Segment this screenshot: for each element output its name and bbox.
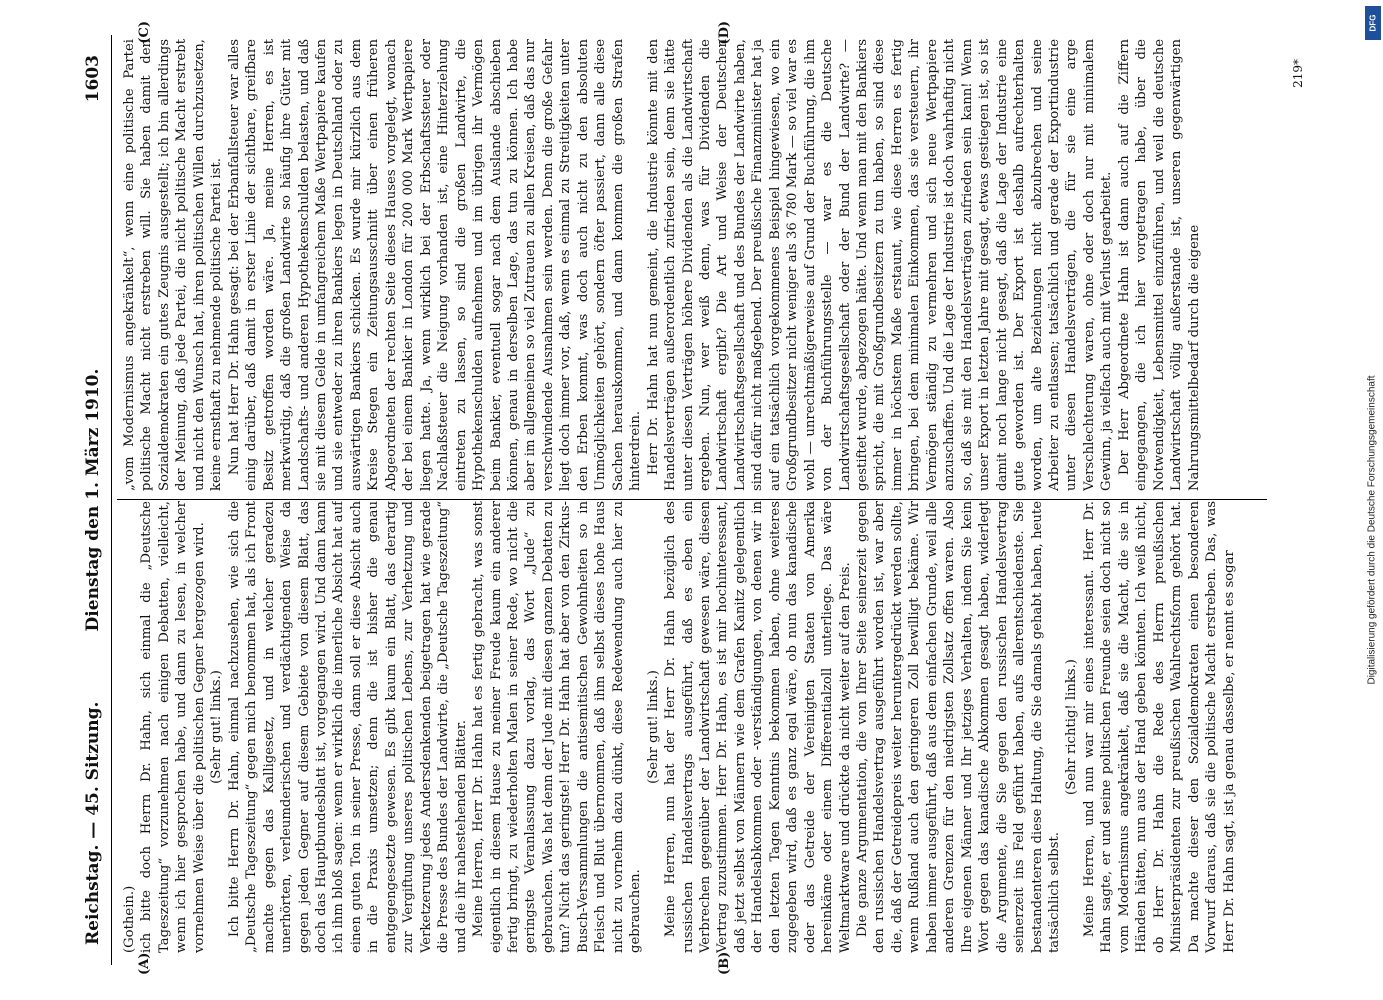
reaction: (Sehr gut! links.) [208,670,224,784]
paragraph: Nun hat Herr Dr. Hahn gesagt: bei der Erbanfallsteuer war alles einig darüber, daß damit in erster Linie der sichtbare, greifbare Besitz getroffen worden wäre. Ja, meine Herren, es ist merkwürdig, daß die großen Landwirte so häufig ihre Güter mit Landschafts- und anderen Hypothekenschulden belasten, und daß sie mit diesem Gelde in umfangreichem Maße Wertpapiere kaufen und sie entweder zu ihren Bankiers legen in Deutschland oder zu auswärtigen Bankiers schicken. Es wurde mir kürzlich aus dem Kreise Stegen ein Zeitungsausschnitt über einen früheren Abgeordneten der rechten Seite dieses Hauses vorgelegt, wonach der bei einem Bankier in London für 200 000 Mark Wertpapiere liegen hatte. Ja, wenn wirklich bei der Erbschaftssteuer oder Nachlaßsteuer die Neigung vorhanden ist, eine Hinterziehung eintreten zu lassen, so sind die großen Landwirte, die Hypothekenschulden aufnehmen und im übrigen ihr Vermögen beim Bankier, eventuell sogar nach dem Auslande abschieben können, genau in derselben Lage, das tun zu können. Ich habe aber im allgemeinen so viel Zutrauen zu allen Kreisen, daß das nur verschwindende Ausnahmen sein werden. Denn die große Gefahr liegt doch immer vor, daß, wenn es einmal zu Streitigkeiten unter den Erben kommt, was doch auch nicht zu den absoluten Unmöglichkeiten gehört, sondern öfter passiert, dann alle diese Sachen herauskommen, und dann kommen die großen Strafen hinterdrein. [226,39,643,491]
marker-c: (C) [136,21,152,44]
marker-b: (B) [716,951,732,975]
credit-text: Digitalisierung gefördert durch die Deutsche Forschungsgemeinschaft [1366,375,1378,685]
paragraph: Meine Herren, nun hat der Herr Dr. Hahn bezüglich des russischen Handelsvertrags ausgeführt, daß es eben ein Verbrechen gegenüber der Landwirtschaft gewesen wäre, diesen Vertrag zuzustimmen. Herr Dr. Hahn, es ist mir hochinteressant, daß jetzt selbst von Männern wie dem Grafen Kanitz gelegentlich der Handelsabkommen oder -verständigungen, von denen wir in den letzten Tagen Kenntnis bekommen haben, ohne weiteres zugegeben wird, daß es ganz egal wäre, ob nun das kanadische oder das Getreide der Vereinigten Staaten von Amerika hereinkäme oder einem Differentialzoll unterliege. Das wäre Weltmarktware und drückte da nicht weiter auf den Preis. [662,501,853,953]
header-date: Dienstag den 1. März 1910. [82,368,103,632]
paragraph: Meine Herren, Herr Dr. Hahn hat es fertig gebracht, was sonst eigentlich in diesem Hause zu meiner Freude kaum ein anderer fertig bringt, zu wiederholten Malen in seiner Rede, wo nicht die geringste Veranlassung dazu vorlag, das Wort „Jude“ zu gebrauchen. Was hat denn der Jude mit diesen ganzen Debatten zu tun? Nicht das geringste! Herr Dr. Hahn hat aber von den Zirkus-Busch-Versammlungen die antisemitischen Gewohnheiten so in Fleisch und Blut übernommen, daß ihm selbst dieses hohe Haus nicht zu vornehm dazu dünkt, diese Redewendung auch hier zu gebrauchen. [470,501,643,953]
dfg-logo: DFG [1365,6,1381,40]
speaker-note: (Gothein.) [121,885,137,953]
paragraph: ich bitte doch Herrn Dr. Hahn, sich einmal die „Deutsche Tageszeitung“ vorzunehmen nach einigen Debatten, vielleicht, wenn ich hier gesprochen habe, und dann zu lesen, in welcher vornehmen Weise über die politischen Gegner hergezogen wird. [138,501,207,953]
digitization-credit [1361,0,1383,1000]
page-reference: 219* [1290,59,1305,88]
reaction: (Sehr gut! links.) [645,670,661,784]
paragraph: Ich bitte Herrn Dr. Hahn, einmal nachzusehen, wie sich die „Deutsche Tageszeitung“ gegen mich benommen hat, als ich Front machte gegen das Kalligesetz, und in welcher geradezu unerhörten, verleumderischen und verdächtigenden Weise da gegen jeden Gegner auf diesem Gebiete von diesem Blatt, das doch das Hauptbundesblatt ist, vorgegangen wird. Und dann kann ich ihm bloß sagen: wenn er wirklich die innerliche Absicht hat auf einen guten Ton in seiner Presse, dann soll er diese Absicht auch in die Praxis umsetzen; denn die ist bisher die genau entgegengesetzte gewesen. Es gibt kaum ein Blatt, das derartig zur Vergiftung unseres politischen Lebens, zur Verhetzung und Verketzerung jedes Andersdenkenden beigetragen hat wie gerade die Presse des Bundes der Landwirte, die „Deutsche Tageszeitung“ und die ihr nahestehenden Blätter. [226,501,469,953]
left-column [121,501,1261,953]
paragraph: Der Herr Abgeordnete Hahn ist dann auch auf die Ziffern eingegangen, die ich hier vorgetragen habe, über die Notwendigkeit, Lebensmittel einzuführen, und weil die deutsche Landwirtschaft völlig außerstande ist, unseren gegenwärtigen Nahrungsmittelbedarf durch die eigene [1116,39,1202,491]
marker-d: (D) [716,21,732,45]
page-header [77,35,112,965]
newspaper-page [77,21,1307,975]
reaction: (Sehr richtig! links.) [1063,659,1079,795]
paragraph: Meine Herren, und nun war mir eines interessant. Herr Dr. Hahn sagte, er und seine politischen Freunde seien doch nicht so vom Modernismus angekränkelt, daß sie die Macht, die sie in Händen hätten, nun aus der Hand geben könnten. Ich weiß nicht, ob Herr Dr. Hahn die Rede des Herrn preußischen Ministerpräsidenten zur preußischen Wahlrechtsform gehört hat. Da machte dieser den Sozialdemokraten einen besonderen Vorwurf daraus, daß sie die politische Macht erstreben. Das, was Herr Dr. Hahn sagt, ist ja genau dasselbe, er nennt es sogar [1081,501,1237,953]
right-column [121,39,1261,491]
marker-a: (A) [136,952,152,975]
header-page-number: 1603 [82,55,103,103]
header-session: Reichstag. — 45. Sitzung. [82,701,103,945]
column-divider [117,499,1267,500]
paragraph: Die ganze Argumentation, die von Ihrer Seite seinerzeit gegen den russischen Handelsvertrag ausgeführt worden ist, war aber die, daß der Getreidepreis weiter heruntergedrückt werden sollte, wenn Rußland auch den geringeren Zoll bewilligt bekäme. Wir haben immer ausgeführt, daß aus dem einfachen Grunde, weil alle anderen Grenzen für den niedrigsten Zollsatz offen waren. Also Ihre eigenen Männer und Ihr jetziges Verhalten, indem Sie kein Wort gegen das kanadische Abkommen gesagt haben, widerlegt die Argumente, die Sie gegen den russischen Handelsvertrag seinerzeit ins Feld geführt haben, aufs allerentschiedenste. Sie bestandenteren diese Haltung, die Sie damals gehabt haben, heute tatsächlich selbst. [854,501,1062,953]
paragraph: „vom Modernismus angekränkelt“, wenn eine politische Partei politische Macht nicht erstreben will. Sie haben damit den Sozialdemokraten ein gutes Zeugnis ausgestellt; ich bin allerdings der Meinung, daß jede Partei, die nicht politische Macht erstrebt und nicht den Wunsch hat, ihren politischen Willen durchzusetzen, keine ernsthaft zu nehmende politische Partei ist. [121,39,224,491]
paragraph: Herr Dr. Hahn hat nun gemeint, die Industrie könnte mit den Handelsverträgen außerordentlich zufrieden sein, denn sie hätte unter diesen Verträgen höhere Dividenden als die Landwirtschaft ergeben. Nun, wer weiß denn, was für Dividenden die Landwirtschaft ergibt? Die Art und Weise der Deutschen Landwirtschaftsgesellschaft und des Bundes der Landwirte haben, sind dafür nicht maßgebend. Der preußische Finanzminister hat ja auf ein tatsächlich vorgekommenes Beispiel hingewiesen, wo ein Großgrundbesitzer nicht weniger als 36 780 Mark — so viel war es wohl — unrechtmäßigerweise auf Grund der Buchführung, die ihm von der Buchführungsstelle — war es die Deutsche Landwirtschaftsgesellschaft oder der Bund der Landwirte? — gestiftet wurde, abgezogen hätte. Und wenn man mit den Bankiers spricht, die mit Großgrundbesitzern zu tun haben, so sind diese immer in höchstem Maße erstaunt, wie diese Herren es fertig bringen, bei dem minimalen Einkommen, das sie versteuern, ihr Vermögen ständig zu vermehren und sich neue Wertpapiere anzuschaffen. Und die Lage der Industrie ist doch wahrhaftig nicht so, daß sie mit den Handelsverträgen zufrieden sein kann! Wenn unser Export in letzten Jahre mit gesagt, etwas gestiegen ist, so ist damit noch lange nicht gesagt, daß die Lage der Industrie eine gute geworden ist. Der Export ist deshalb aufrechterhalten worden, um alte Beziehungen nicht abzubrechen und seine Arbeiter zu entlassen; tatsächlich und gerade der Exportindustrie unter diesen Handelsverträgen, die für sie eine arge Verschlechterung waren, ohne oder doch nur mit minimalem Gewinn, ja vielfach auch mit Verlust gearbeitet. [645,39,1114,491]
